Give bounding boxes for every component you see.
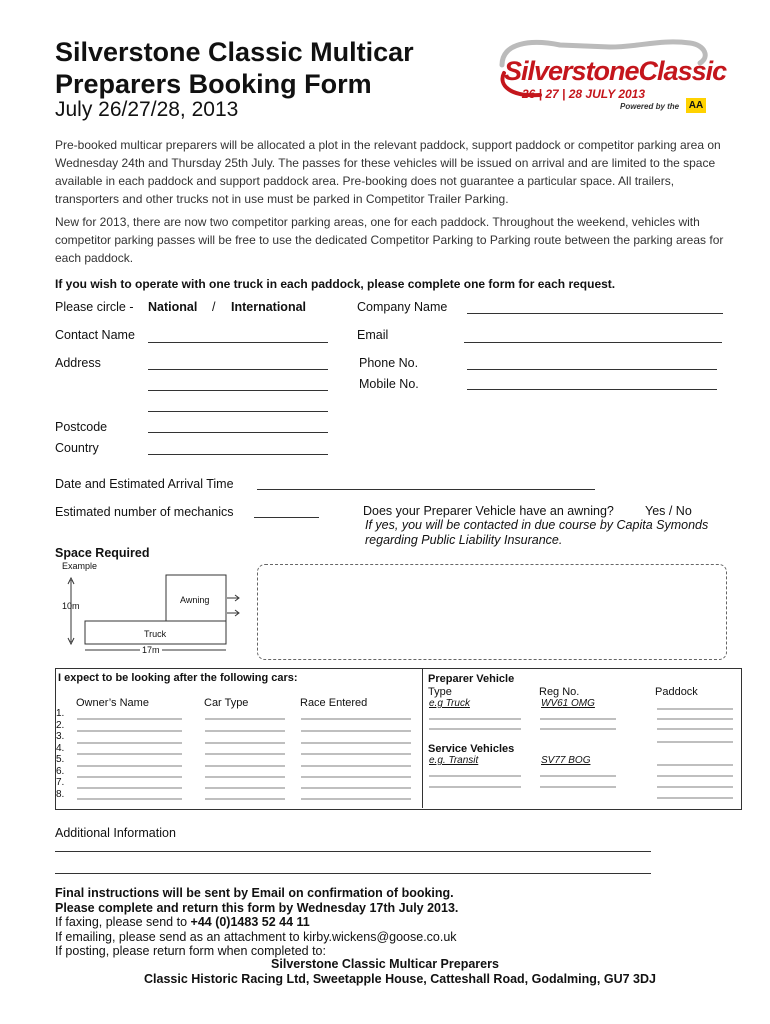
option-separator: /: [212, 300, 216, 314]
event-dates: July 26/27/28, 2013: [55, 98, 239, 121]
row-number: 3.: [56, 731, 65, 742]
service-example-type: e.g. Transit: [429, 755, 479, 766]
contact-name-field[interactable]: [148, 342, 328, 343]
title-line-1: Silverstone Classic Multicar: [55, 37, 414, 67]
preparer-vehicle-heading: Preparer Vehicle: [428, 673, 515, 685]
postal-address-line-2: Classic Historic Racing Ltd, Sweetapple House, Catteshall Road, Godalming, GU7 3DJ: [144, 972, 656, 986]
additional-info-line-2[interactable]: [55, 873, 651, 874]
diagram-awning-label: Awning: [180, 595, 210, 605]
awning-note-2: regarding Public Liability Insurance.: [365, 533, 563, 547]
footer-line-5: If posting, please return form when completed to:: [55, 944, 326, 958]
car-entry-lines[interactable]: [55, 705, 425, 805]
operate-notice: If you wish to operate with one truck in each paddock, please complete one form for each request.: [55, 277, 616, 291]
address-field-1[interactable]: [148, 369, 328, 370]
aa-logo: AA: [686, 98, 706, 113]
phone-label: Phone No.: [359, 356, 419, 370]
space-required-label: Space Required: [55, 546, 150, 560]
preparer-example-reg: WV61 OMG: [541, 698, 595, 709]
mechanics-field[interactable]: [254, 517, 319, 518]
mobile-label: Mobile No.: [359, 377, 419, 391]
footer-line-1: Final instructions will be sent by Email on confirmation of booking.: [55, 886, 454, 900]
phone-field[interactable]: [467, 369, 717, 370]
address-field-2[interactable]: [148, 390, 328, 391]
email-label: Email: [357, 328, 389, 342]
fax-number: +44 (0)1483 52 44 11: [190, 915, 310, 929]
arrival-label: Date and Estimated Arrival Time: [55, 477, 234, 491]
diagram-truck-label: Truck: [144, 629, 167, 639]
diagram-example-label: Example: [62, 561, 98, 571]
logo-dates: 26 | 27 | 28 JULY 2013: [522, 87, 646, 101]
vehicle-entry-lines[interactable]: [425, 700, 740, 805]
row-number: 5.: [56, 754, 65, 765]
row-number: 7.: [56, 777, 65, 788]
country-label: Country: [55, 441, 99, 455]
postcode-label: Postcode: [55, 420, 108, 434]
col-owner-name: Owner’s Name: [76, 697, 149, 709]
mobile-field[interactable]: [467, 389, 717, 390]
cars-heading: I expect to be looking after the following cars:: [58, 672, 298, 684]
address-label: Address: [55, 356, 101, 370]
footer-line-2: Please complete and return this form by Wednesday 17th July 2013.: [55, 901, 459, 915]
awning-yes-no[interactable]: Yes / No: [645, 504, 692, 518]
page-title: [55, 36, 414, 100]
space-drawing-area[interactable]: [257, 564, 727, 660]
arrival-field[interactable]: [257, 489, 595, 490]
col-paddock: Paddock: [655, 686, 698, 698]
logo-brand: SilverstoneClassic: [504, 56, 727, 86]
service-vehicles-heading: Service Vehicles: [428, 743, 515, 755]
preparer-example-type: e.g Truck: [429, 698, 470, 709]
footer-line-3: [55, 915, 310, 930]
diagram-height-label: 10m: [62, 601, 80, 611]
company-name-field[interactable]: [467, 313, 723, 314]
international-option[interactable]: International: [231, 300, 307, 314]
service-example-reg: SV77 BOG: [541, 755, 591, 766]
fax-prefix: If faxing, please send to: [55, 915, 191, 929]
row-number: 6.: [56, 765, 65, 777]
additional-info-line-1[interactable]: [55, 851, 651, 852]
email-field[interactable]: [464, 342, 722, 343]
logo-powered-by: Powered by the: [620, 102, 680, 111]
mechanics-label: Estimated number of mechanics: [55, 505, 234, 519]
footer-line-4: If emailing, please send as an attachment to kirby.wickens@goose.co.uk: [55, 930, 457, 944]
row-number: 1.: [56, 708, 65, 719]
intro-paragraph-1: Pre-booked multicar preparers will be allocated a plot in the relevant paddock, support paddock or competitor parking area on Wednesday 24th and Thursday 25th July. The passes for these vehicles will be issued on arrival and are limited to the space available in each paddock and support paddock area. Pre-booking does not guarantee a particular space. All trailers, transporters and other trucks not in use must be parked in Competitor Trailer Parking.: [55, 138, 721, 206]
row-number: 2.: [56, 719, 65, 731]
title-line-2: Preparers Booking Form: [55, 69, 372, 99]
awning-question: Does your Preparer Vehicle have an awning?: [363, 504, 614, 518]
address-field-3[interactable]: [148, 411, 328, 412]
national-option[interactable]: National: [148, 300, 198, 314]
row-number: 8.: [56, 788, 65, 800]
additional-info-label: Additional Information: [55, 826, 176, 840]
intro-paragraph-2: New for 2013, there are now two competitor parking areas, one for each paddock. Throughout the weekend, vehicles with competitor parking passes will be free to use the dedicated Competitor Parking to Parking route between the parking areas for each paddock.: [55, 215, 724, 265]
awning-note-1: If yes, you will be contacted in due course by Capita Symonds: [365, 518, 709, 532]
diagram-length-label: 17m: [142, 645, 160, 655]
company-name-label: Company Name: [357, 300, 448, 314]
contact-name-label: Contact Name: [55, 328, 135, 342]
country-field[interactable]: [148, 454, 328, 455]
col-car-type: Car Type: [204, 697, 249, 709]
postal-address-line-1: Silverstone Classic Multicar Preparers: [271, 957, 499, 971]
col-type: Type: [428, 686, 452, 698]
row-number: 4.: [56, 742, 65, 754]
postcode-field[interactable]: [148, 432, 328, 433]
col-race-entered: Race Entered: [300, 697, 368, 709]
col-reg-no: Reg No.: [539, 686, 580, 698]
please-circle-label: Please circle -: [55, 300, 134, 314]
